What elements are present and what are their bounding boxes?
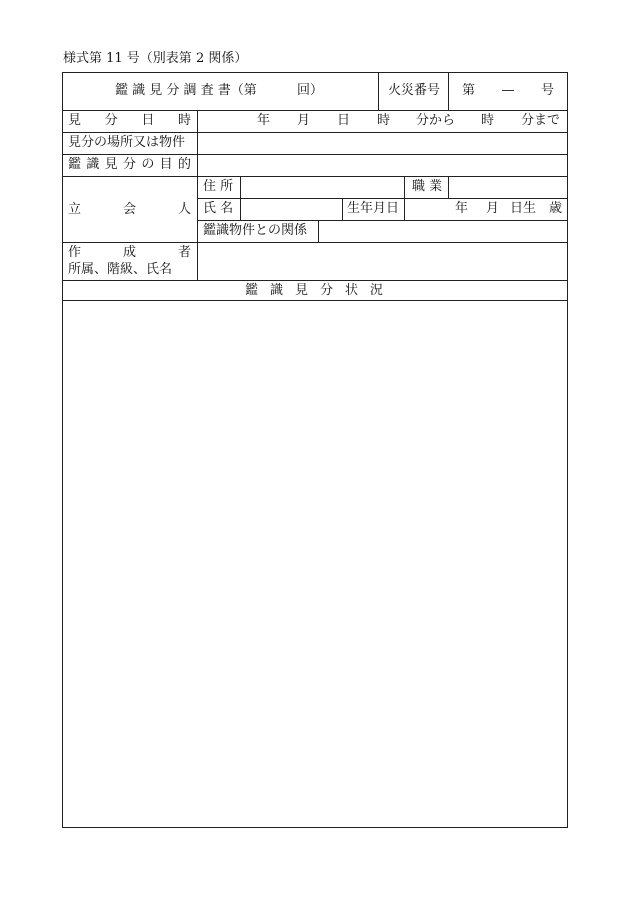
occupation-label: 職 業 (412, 179, 443, 194)
col-divider (404, 198, 405, 220)
place-label: 見分の場所又は物件 (68, 135, 186, 150)
birth-day: 日生 (510, 201, 537, 216)
occupation-field[interactable] (449, 177, 567, 198)
row-divider (62, 280, 568, 281)
col-divider (404, 176, 405, 198)
birth-year: 年 (455, 201, 469, 216)
fire-number-field[interactable]: 第 — 号 (462, 83, 554, 98)
birth-month: 月 (486, 201, 500, 216)
row-divider (62, 110, 568, 111)
datetime-day: 日 (337, 113, 351, 128)
form-code: 様式第 11 号（別表第 2 関係） (63, 51, 248, 66)
col-divider (378, 72, 379, 110)
situation-area[interactable] (63, 301, 567, 827)
name-label: 氏 名 (203, 201, 234, 216)
age-label: 歳 (549, 201, 563, 216)
relation-label: 鑑識物件との関係 (203, 223, 308, 238)
author-label: 作 成 者 (68, 245, 191, 260)
document-title-round: 回） (297, 83, 324, 98)
datetime-hour-end: 時 (481, 113, 495, 128)
datetime-month: 月 (297, 113, 311, 128)
place-field[interactable] (198, 133, 567, 154)
document-title: 鑑 識 見 分 調 査 書（第 (115, 83, 257, 98)
fire-number-label: 火災番号 (388, 83, 441, 98)
purpose-label: 鑑 識 見 分 の 目 的 (68, 157, 191, 172)
col-divider (342, 198, 343, 220)
author-sublabel: 所属、階級、氏名 (68, 262, 173, 277)
address-field[interactable] (241, 177, 404, 198)
datetime-until: 分まで (521, 113, 561, 128)
datetime-hour: 時 (377, 113, 391, 128)
datetime-year: 年 (257, 113, 271, 128)
birthdate-label: 生年月日 (347, 201, 400, 216)
witness-label: 立 会 人 (68, 202, 191, 217)
datetime-label: 見 分 日 時 (68, 113, 191, 128)
purpose-field[interactable] (198, 155, 567, 176)
situation-heading: 鑑 識 見 分 状 況 (245, 283, 383, 298)
datetime-from: 分から (416, 113, 456, 128)
col-divider (448, 72, 449, 110)
relation-field[interactable] (319, 221, 567, 242)
name-field[interactable] (241, 199, 342, 220)
author-field[interactable] (198, 243, 567, 280)
address-label: 住 所 (203, 179, 234, 194)
